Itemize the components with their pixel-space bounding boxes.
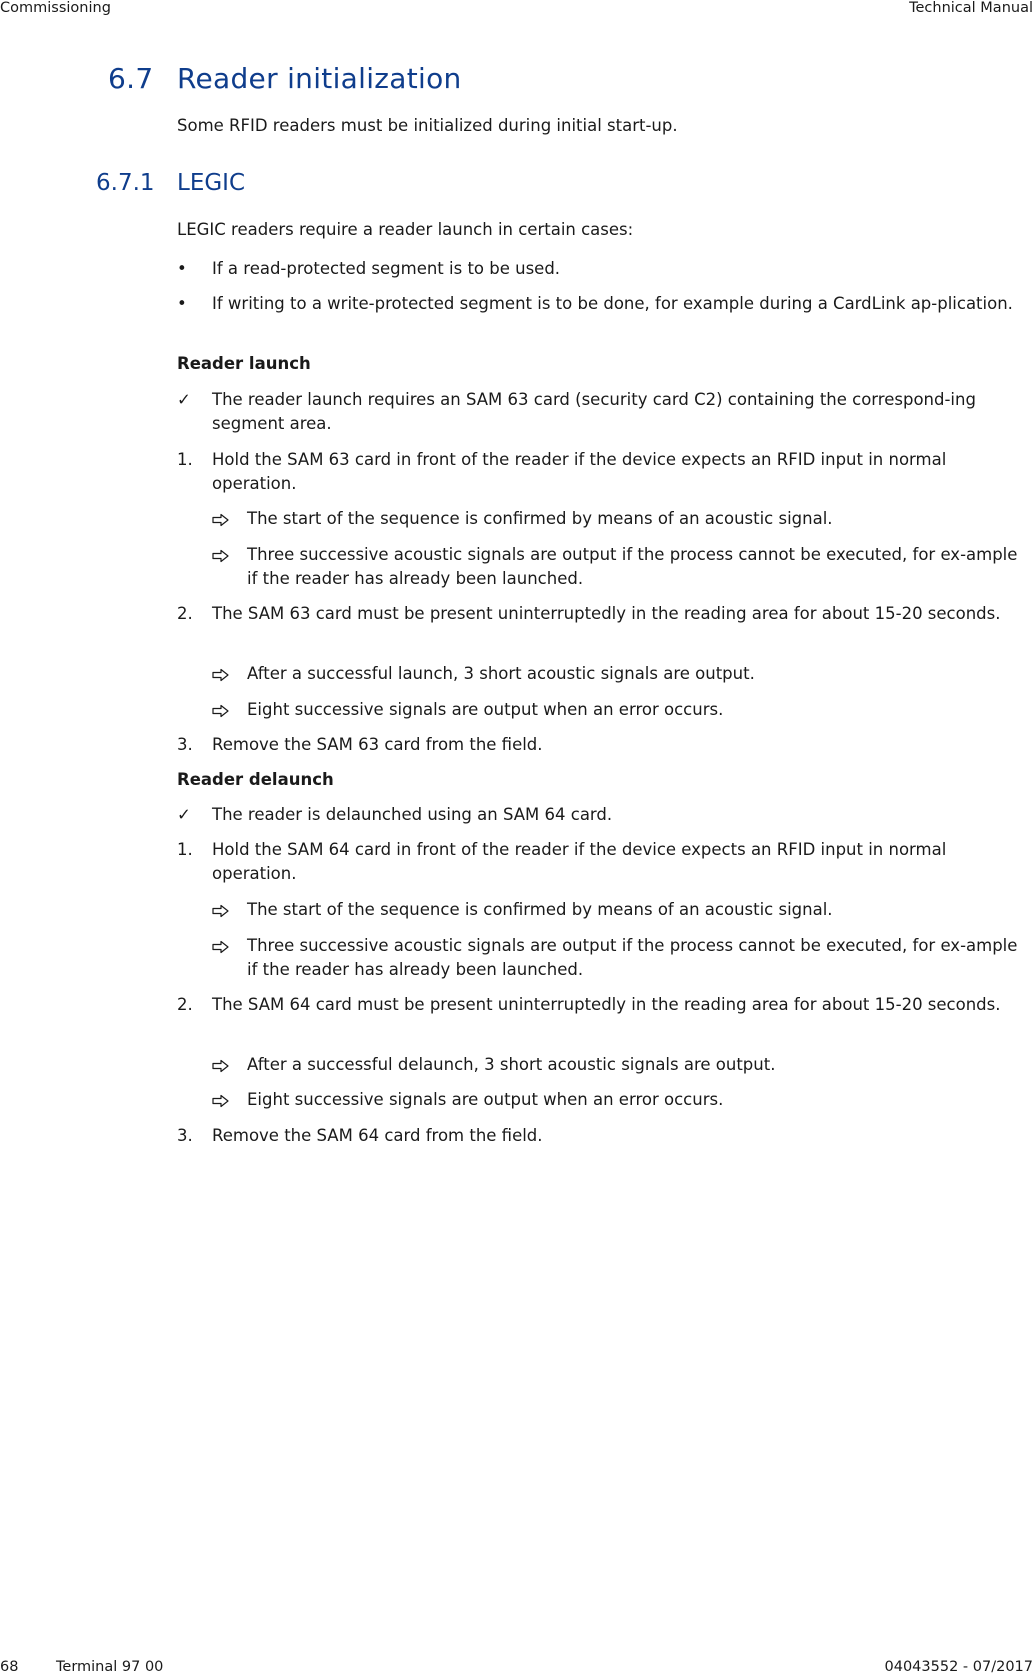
- bullet-marker: •: [177, 259, 187, 278]
- step-number: 2.: [177, 604, 193, 623]
- result-arrow-icon: [212, 934, 240, 958]
- result-arrow-icon: [212, 662, 240, 686]
- result-text: Three successive acoustic signals are output if the process cannot be executed, for ex-ample if the reader has already been launched.: [247, 936, 1018, 979]
- result-arrow-icon: [212, 1088, 240, 1112]
- running-footer: [0, 1659, 1033, 1677]
- result-arrow-icon: [212, 507, 240, 531]
- step-number: 3.: [177, 735, 193, 754]
- result-arrow-icon: [212, 898, 240, 922]
- result-text: After a successful delaunch, 3 short acoustic signals are output.: [247, 1055, 776, 1074]
- check-icon: ✓: [177, 805, 191, 824]
- step-text: Hold the SAM 64 card in front of the reader if the device expects an RFID input in normal operation.: [212, 840, 947, 883]
- step-text: The SAM 64 card must be present uninterruptedly in the reading area for about 15-20 seconds.: [212, 995, 1001, 1014]
- subsection-number: 6.7.1: [96, 170, 155, 196]
- product-name: Terminal 97 00: [56, 1659, 164, 1675]
- header-doc-type: Technical Manual: [909, 0, 1033, 16]
- subsection-title: LEGIC: [177, 170, 246, 196]
- document-number: 04043552 - 07/2017: [884, 1659, 1033, 1675]
- result-arrow-icon: [212, 698, 240, 722]
- header-chapter: Commissioning: [0, 0, 111, 16]
- bullet-text: If a read-protected segment is to be used.: [212, 259, 561, 278]
- step-number: 1.: [177, 450, 193, 469]
- bullet-text: If writing to a write-protected segment is to be done, for example during a CardLink ap-plication.: [212, 294, 1013, 313]
- step-number: 1.: [177, 840, 193, 859]
- result-text: Eight successive signals are output when an error occurs.: [247, 1090, 724, 1109]
- step-text: Hold the SAM 63 card in front of the reader if the device expects an RFID input in normal operation.: [212, 450, 947, 493]
- result-arrow-icon: [212, 543, 240, 567]
- step-text: The SAM 63 card must be present uninterruptedly in the reading area for about 15-20 seconds.: [212, 604, 1001, 623]
- step-text: Remove the SAM 64 card from the field.: [212, 1126, 543, 1145]
- result-text: After a successful launch, 3 short acoustic signals are output.: [247, 664, 755, 683]
- section-intro: Some RFID readers must be initialized during initial start-up.: [177, 116, 678, 135]
- step-number: 3.: [177, 1126, 193, 1145]
- check-icon: ✓: [177, 390, 191, 409]
- section-number: 6.7: [108, 62, 154, 95]
- result-text: The start of the sequence is confirmed by means of an acoustic signal.: [247, 900, 833, 919]
- launch-heading: Reader launch: [177, 354, 311, 373]
- bullet-marker: •: [177, 294, 187, 313]
- result-text: Three successive acoustic signals are output if the process cannot be executed, for ex-ample if the reader has already been launched.: [247, 545, 1018, 588]
- step-number: 2.: [177, 995, 193, 1014]
- result-arrow-icon: [212, 1053, 240, 1077]
- page-number: 68: [0, 1659, 19, 1675]
- running-header: [0, 0, 1033, 18]
- delaunch-heading: Reader delaunch: [177, 770, 334, 789]
- result-text: Eight successive signals are output when an error occurs.: [247, 700, 724, 719]
- section-title: Reader initialization: [177, 62, 462, 95]
- result-text: The start of the sequence is confirmed by means of an acoustic signal.: [247, 509, 833, 528]
- subsection-intro: LEGIC readers require a reader launch in certain cases:: [177, 220, 634, 239]
- requirement-text: The reader launch requires an SAM 63 card (security card C2) containing the correspond-ing segment area.: [212, 390, 976, 433]
- step-text: Remove the SAM 63 card from the field.: [212, 735, 543, 754]
- requirement-text: The reader is delaunched using an SAM 64 card.: [212, 805, 613, 824]
